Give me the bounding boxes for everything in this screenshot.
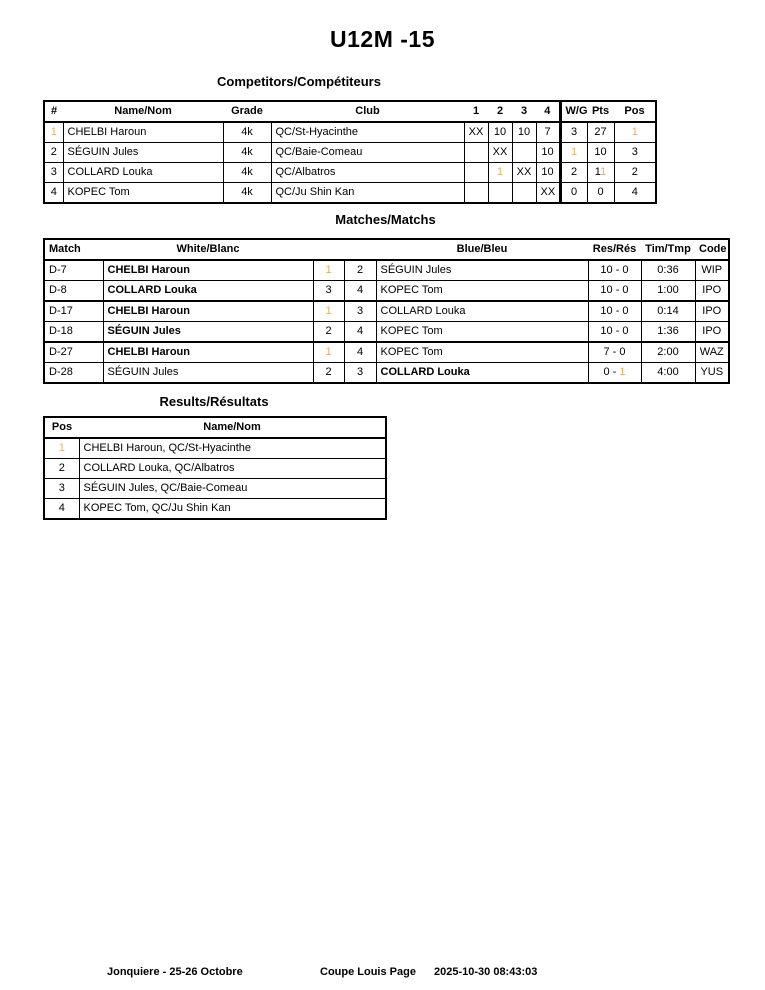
table-cell: [464, 183, 488, 204]
table-cell: 10: [512, 122, 536, 143]
table-cell: 10: [536, 163, 560, 183]
competitors-table: [43, 100, 657, 204]
table-cell: SÉGUIN Jules: [103, 363, 313, 384]
column-header: [344, 239, 376, 260]
table-cell: 3: [313, 281, 344, 302]
column-header: Tim/Tmp: [641, 239, 695, 260]
competitors-body: [44, 122, 656, 203]
table-cell: SÉGUIN Jules: [63, 143, 223, 163]
table-cell: 10: [488, 122, 512, 143]
table-cell: D-8: [44, 281, 103, 302]
table-cell: COLLARD Louka, QC/Albatros: [79, 459, 386, 479]
table-cell: COLLARD Louka: [376, 363, 588, 384]
table-cell: QC/Baie-Comeau: [271, 143, 464, 163]
table-cell: 2: [614, 163, 656, 183]
table-cell: 2: [44, 143, 63, 163]
column-header: Blue/Bleu: [376, 239, 588, 260]
table-cell: KOPEC Tom: [63, 183, 223, 204]
table-row: [44, 163, 656, 183]
table-cell: 4: [614, 183, 656, 204]
table-cell: 1:00: [641, 281, 695, 302]
table-cell: IPO: [695, 322, 729, 343]
table-cell: 2: [560, 163, 587, 183]
results-header-row: [44, 417, 386, 438]
table-row: [44, 322, 729, 343]
table-cell: 3: [344, 363, 376, 384]
table-cell: XX: [464, 122, 488, 143]
table-cell: 2: [313, 363, 344, 384]
table-cell: 0 - 1: [588, 363, 641, 384]
table-cell: 11: [587, 163, 614, 183]
table-cell: 4k: [223, 122, 271, 143]
table-cell: 4: [344, 322, 376, 343]
table-cell: CHELBI Haroun: [103, 260, 313, 281]
page-title: U12M -15: [330, 26, 435, 52]
table-cell: 2: [44, 459, 79, 479]
table-cell: 3: [344, 301, 376, 322]
results-body: [44, 438, 386, 519]
table-cell: 0: [587, 183, 614, 204]
table-cell: 4: [344, 342, 376, 363]
column-header: Name/Nom: [79, 417, 386, 438]
table-cell: 1: [44, 438, 79, 459]
table-cell: KOPEC Tom: [376, 342, 588, 363]
table-cell: 0: [560, 183, 587, 204]
column-header: 1: [464, 101, 488, 122]
table-cell: 1: [313, 342, 344, 363]
column-header: Res/Rés: [588, 239, 641, 260]
table-cell: 4: [344, 281, 376, 302]
column-header: Grade: [223, 101, 271, 122]
table-cell: [512, 183, 536, 204]
matches-body: [44, 260, 729, 383]
table-cell: 10 - 0: [588, 281, 641, 302]
table-cell: 10: [536, 143, 560, 163]
table-cell: 1: [560, 143, 587, 163]
table-cell: QC/St-Hyacinthe: [271, 122, 464, 143]
table-cell: 7: [536, 122, 560, 143]
column-header: W/G: [560, 101, 587, 122]
column-header: White/Blanc: [103, 239, 313, 260]
table-cell: D-27: [44, 342, 103, 363]
table-cell: 3: [44, 479, 79, 499]
footer-event-name: Coupe Louis Page: [320, 966, 416, 978]
table-cell: WIP: [695, 260, 729, 281]
table-cell: XX: [512, 163, 536, 183]
table-cell: 1: [313, 301, 344, 322]
competitors-header-row: [44, 101, 656, 122]
column-header: Pos: [614, 101, 656, 122]
matches-table: [43, 238, 730, 384]
column-header: Club: [271, 101, 464, 122]
table-cell: CHELBI Haroun: [63, 122, 223, 143]
table-cell: 2:00: [641, 342, 695, 363]
table-cell: 10 - 0: [588, 322, 641, 343]
table-row: [44, 479, 386, 499]
column-header: Pos: [44, 417, 79, 438]
table-cell: 1: [313, 260, 344, 281]
table-row: [44, 499, 386, 520]
footer-timestamp: 2025-10-30 08:43:03: [434, 966, 538, 978]
footer-event-location: Jonquiere - 25-26 Octobre: [107, 966, 243, 978]
table-cell: [512, 143, 536, 163]
table-cell: SÉGUIN Jules: [103, 322, 313, 343]
table-cell: SÉGUIN Jules: [376, 260, 588, 281]
table-cell: 1: [488, 163, 512, 183]
table-cell: IPO: [695, 281, 729, 302]
table-row: [44, 301, 729, 322]
table-cell: COLLARD Louka: [376, 301, 588, 322]
column-header: Code: [695, 239, 729, 260]
table-cell: 3: [560, 122, 587, 143]
column-header: Pts: [587, 101, 614, 122]
table-cell: D-18: [44, 322, 103, 343]
table-cell: 1: [44, 122, 63, 143]
table-cell: [488, 183, 512, 204]
table-row: [44, 183, 656, 204]
table-cell: 4k: [223, 183, 271, 204]
table-cell: 2: [313, 322, 344, 343]
table-cell: 1: [614, 122, 656, 143]
column-header: #: [44, 101, 63, 122]
table-cell: 10 - 0: [588, 301, 641, 322]
column-header: Match: [44, 239, 103, 260]
table-cell: [464, 143, 488, 163]
table-cell: COLLARD Louka: [103, 281, 313, 302]
table-cell: 10: [587, 143, 614, 163]
table-cell: XX: [536, 183, 560, 204]
matches-header-row: [44, 239, 729, 260]
matches-section-title: Matches/Matchs: [335, 212, 436, 227]
table-cell: [464, 163, 488, 183]
column-header: 2: [488, 101, 512, 122]
table-row: [44, 438, 386, 459]
table-cell: 3: [614, 143, 656, 163]
table-cell: 7 - 0: [588, 342, 641, 363]
table-cell: KOPEC Tom: [376, 322, 588, 343]
table-cell: 4: [44, 183, 63, 204]
table-cell: QC/Albatros: [271, 163, 464, 183]
table-cell: 2: [344, 260, 376, 281]
table-cell: KOPEC Tom, QC/Ju Shin Kan: [79, 499, 386, 520]
table-cell: WAZ: [695, 342, 729, 363]
table-row: [44, 342, 729, 363]
table-row: [44, 281, 729, 302]
table-cell: 4: [44, 499, 79, 520]
table-cell: D-7: [44, 260, 103, 281]
results-section-title: Results/Résultats: [159, 394, 269, 409]
results-table: [43, 416, 387, 520]
table-cell: CHELBI Haroun: [103, 301, 313, 322]
table-cell: COLLARD Louka: [63, 163, 223, 183]
table-cell: 3: [44, 163, 63, 183]
table-cell: 1:36: [641, 322, 695, 343]
table-cell: 4:00: [641, 363, 695, 384]
table-cell: 4k: [223, 163, 271, 183]
table-cell: SÉGUIN Jules, QC/Baie-Comeau: [79, 479, 386, 499]
competitors-section-title: Competitors/Compétiteurs: [217, 74, 381, 89]
table-cell: 0:14: [641, 301, 695, 322]
column-header: 3: [512, 101, 536, 122]
table-row: [44, 459, 386, 479]
table-cell: QC/Ju Shin Kan: [271, 183, 464, 204]
table-cell: KOPEC Tom: [376, 281, 588, 302]
table-row: [44, 260, 729, 281]
table-cell: D-28: [44, 363, 103, 384]
table-cell: XX: [488, 143, 512, 163]
table-row: [44, 363, 729, 384]
table-cell: 4k: [223, 143, 271, 163]
table-cell: CHELBI Haroun, QC/St-Hyacinthe: [79, 438, 386, 459]
table-cell: 10 - 0: [588, 260, 641, 281]
table-cell: 27: [587, 122, 614, 143]
table-cell: YUS: [695, 363, 729, 384]
column-header: [313, 239, 344, 260]
table-cell: IPO: [695, 301, 729, 322]
table-row: [44, 143, 656, 163]
table-cell: 0:36: [641, 260, 695, 281]
table-cell: D-17: [44, 301, 103, 322]
table-cell: CHELBI Haroun: [103, 342, 313, 363]
table-row: [44, 122, 656, 143]
column-header: 4: [536, 101, 560, 122]
column-header: Name/Nom: [63, 101, 223, 122]
